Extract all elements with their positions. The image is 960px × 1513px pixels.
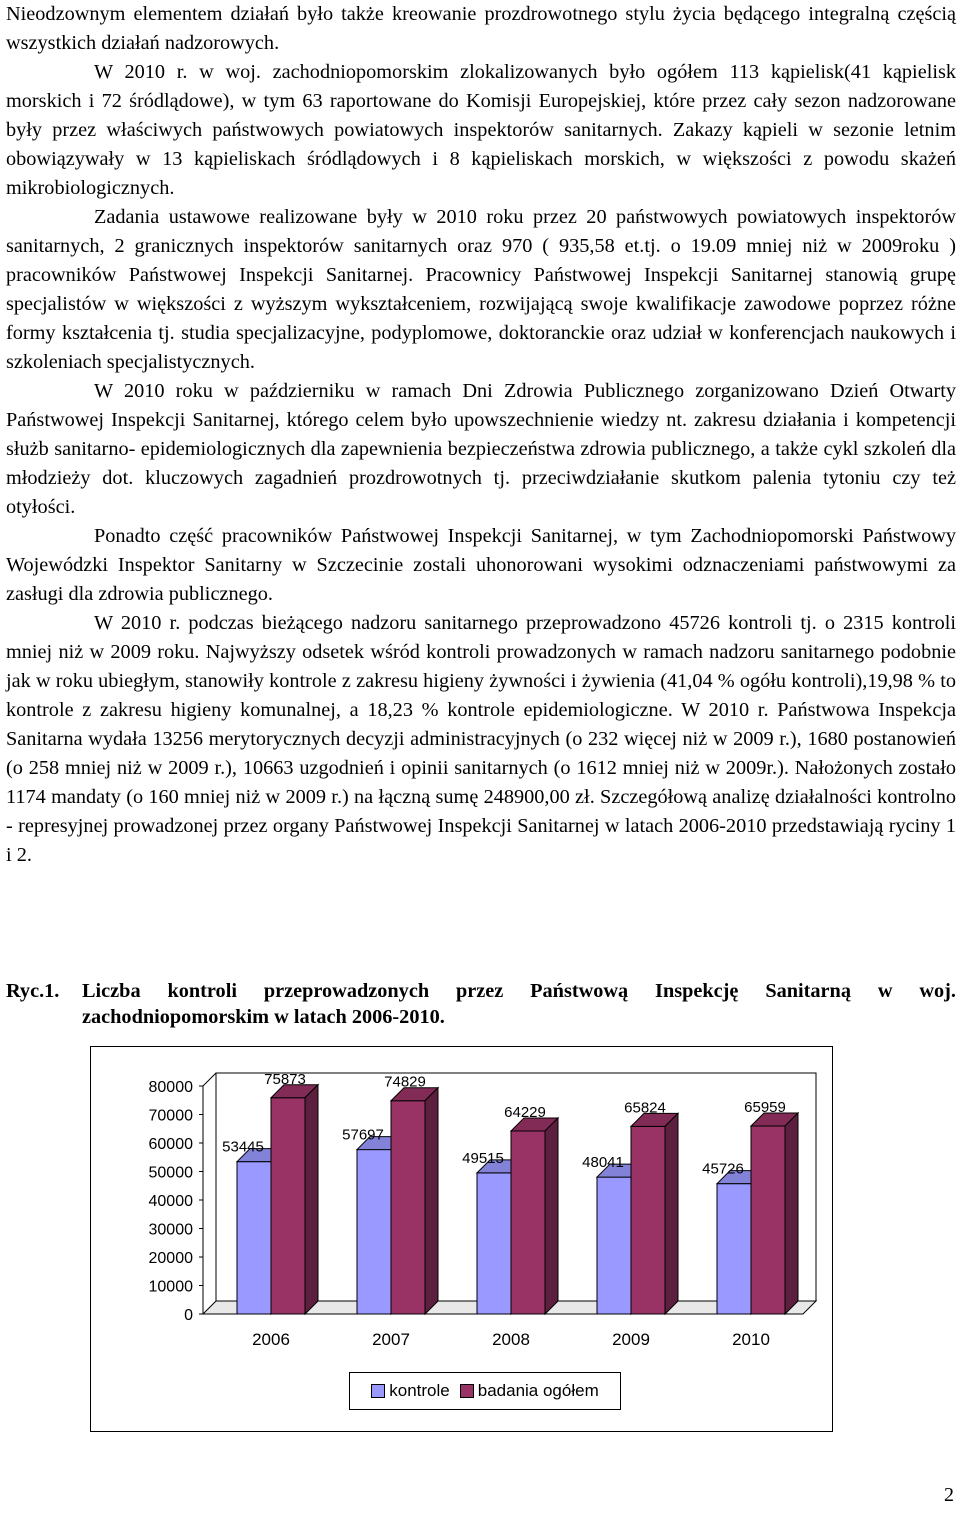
data-label-kontrole-2006: 53445 bbox=[222, 1138, 264, 1156]
paragraph-inspections: W 2010 r. podczas bieżącego nadzoru sanitarnego przeprowadzono 45726 kontroli tj. o 2315 kontroli mniej niż w 2009 roku. Najwyższy odsetek wśród kontroli prowadzonych w ramach nadzoru sanitarnego podobnie jak w roku ubiegłym, stanowiły kontrole z zakresu higieny żywności i żywienia (41,04 % ogółu kontroli),19,98 % to kontrole z zakresu higieny komunalnej, a 18,23 % kontrole epidemiologiczne. W 2010 r. Państwowa Inspekcja Sanitarna wydała 13256 merytorycznych decyzji administracyjnych (o 232 więcej niż w 2009 r.), 1680 postanowień (o 258 mniej niż w 2009 r.), 10663 uzgodnień i opinii sanitarnych (o 1612 mniej niż w 2009r.). Nałożonych zostało 1174 mandaty (o 160 mniej niż w 2009 r.) na łączną sumę 248900,00 zł. Szczegółową analizę działalności kontrolno - represyjnej prowadzonej przez organy Państwowej Inspekcji Sanitarnej w latach 2006-2010 przedstawiają ryciny 1 i 2. bbox=[6, 612, 956, 866]
legend-swatch-badania bbox=[460, 1384, 474, 1398]
bar-kontrole-2009 bbox=[597, 1177, 631, 1314]
data-label-badania-ogółem-2006: 75873 bbox=[264, 1070, 306, 1088]
legend-swatch-kontrole bbox=[371, 1384, 385, 1398]
data-label-badania-ogółem-2010: 65959 bbox=[744, 1099, 786, 1117]
bar-chart bbox=[90, 1046, 833, 1432]
bar-badania-ogółem-2010 bbox=[751, 1126, 785, 1314]
paragraph-bathing-sites: W 2010 r. w woj. zachodniopomorskim zlokalizowanych było ogółem 113 kąpielisk(41 kąpielisk morskich i 72 śródlądowe), w tym 63 raportowane do Komisji Europejskiej, które przez cały sezon nadzorowane były przez właściwych państwowych powiatowych inspektorów sanitarnych. Zakazy kąpieli w sezonie letnim obowiązywały w 13 kąpieliskach śródlądowych i 8 kąpieliskach morskich, w większości z powodu skażeń mikrobiologicznych. bbox=[6, 61, 956, 199]
y-tick-label: 40000 bbox=[148, 1193, 193, 1210]
bar-side-badania-ogółem-2009 bbox=[665, 1113, 678, 1314]
x-tick-label-2009: 2009 bbox=[612, 1330, 650, 1349]
chart-plot bbox=[91, 1047, 831, 1367]
bar-badania-ogółem-2009 bbox=[631, 1126, 665, 1314]
bar-side-badania-ogółem-2006 bbox=[305, 1085, 318, 1314]
bar-side-badania-ogółem-2008 bbox=[545, 1118, 558, 1314]
y-tick-label: 80000 bbox=[148, 1079, 193, 1096]
y-tick-label: 20000 bbox=[148, 1250, 193, 1267]
data-label-badania-ogółem-2009: 65824 bbox=[624, 1099, 666, 1117]
figure-label: Ryc.1. bbox=[6, 980, 60, 1002]
bar-kontrole-2006 bbox=[237, 1162, 271, 1314]
legend-label-kontrole: kontrole bbox=[389, 1381, 450, 1400]
data-label-kontrole-2008: 49515 bbox=[462, 1149, 504, 1167]
figure-caption bbox=[6, 978, 956, 1030]
page-number: 2 bbox=[944, 1484, 954, 1506]
legend-label-badania: badania ogółem bbox=[477, 1381, 599, 1400]
legend-item-badania bbox=[460, 1381, 599, 1401]
y-axis-top-edge bbox=[203, 1073, 216, 1086]
y-tick-label: 30000 bbox=[148, 1221, 193, 1239]
y-tick-label: 70000 bbox=[148, 1107, 193, 1125]
bar-badania-ogółem-2006 bbox=[271, 1098, 305, 1314]
bar-side-badania-ogółem-2010 bbox=[785, 1113, 798, 1314]
y-tick-label: 60000 bbox=[148, 1136, 193, 1153]
legend-item-kontrole bbox=[371, 1381, 449, 1401]
paragraph-lifestyle: Nieodzownym elementem działań było także kreowanie prozdrowotnego stylu życia będącego integralną częścią wszystkich działań nadzorowych. bbox=[6, 3, 956, 54]
paragraph-open-day: W 2010 roku w październiku w ramach Dni Zdrowia Publicznego zorganizowano Dzień Otwarty Państwowej Inspekcji Sanitarnej, którego celem było upowszechnienie wiedzy nt. zakresu działania i kompetencji służb sanitarno- epidemiologicznych dla zapewnienia bezpieczeństwa zdrowia publicznego, a także cykl szkoleń dla młodzieży dot. kluczowych zagadnień prozdrowotnych tj. przeciwdziałanie skutkom palenia tytoniu czy też otyłości. bbox=[6, 380, 956, 518]
bar-kontrole-2008 bbox=[477, 1173, 511, 1314]
chart-legend bbox=[349, 1372, 621, 1410]
x-tick-label-2010: 2010 bbox=[732, 1330, 770, 1349]
bar-badania-ogółem-2007 bbox=[391, 1101, 425, 1314]
data-label-kontrole-2009: 48041 bbox=[582, 1154, 624, 1172]
x-tick-label-2006: 2006 bbox=[252, 1330, 290, 1349]
data-label-badania-ogółem-2007: 74829 bbox=[384, 1073, 426, 1091]
x-tick-label-2008: 2008 bbox=[492, 1330, 530, 1349]
bar-badania-ogółem-2008 bbox=[511, 1131, 545, 1314]
paragraph-honors: Ponadto część pracowników Państwowej Inspekcji Sanitarnej, w tym Zachodniopomorski Państwowy Wojewódzki Inspektor Sanitarny w Szczecinie zostali uhonorowani wysokimi odznaczeniami państwowymi za zasługi dla zdrowia publicznego. bbox=[6, 525, 956, 605]
data-label-kontrole-2010: 45726 bbox=[702, 1160, 744, 1178]
x-tick-label-2007: 2007 bbox=[372, 1330, 410, 1349]
data-label-kontrole-2007: 57697 bbox=[342, 1126, 384, 1144]
bar-kontrole-2007 bbox=[357, 1150, 391, 1314]
paragraph-staff: Zadania ustawowe realizowane były w 2010 roku przez 20 państwowych powiatowych inspektorów sanitarnych, 2 granicznych inspektorów sanitarnych oraz 970 ( 935,58 et.tj. o 19.09 mniej niż w 2009roku ) pracowników Państwowej Inspekcji Sanitarnej. Pracownicy Państwowej Inspekcji Sanitarnej stanowią grupę specjalistów w większości z wyższym wykształceniem, rozwijającą swoje kwalifikacje zawodowe poprzez różne formy kształcenia tj. studia specjalizacyjne, podyplomowe, doktoranckie oraz udział w konferencjach naukowych i szkoleniach specjalistycznych. bbox=[6, 206, 956, 373]
y-tick-label: 50000 bbox=[148, 1164, 193, 1182]
bar-kontrole-2010 bbox=[717, 1184, 751, 1314]
body-text bbox=[6, 0, 956, 870]
bar-side-badania-ogółem-2007 bbox=[425, 1088, 438, 1314]
data-label-badania-ogółem-2008: 64229 bbox=[504, 1103, 546, 1121]
y-tick-label: 10000 bbox=[148, 1278, 193, 1296]
y-tick-label: 0 bbox=[184, 1307, 193, 1324]
figure-caption-text: Liczba kontroli przeprowadzonych przez Państwową Inspekcję Sanitarną w woj. zachodniopomorskim w latach 2006-2010. bbox=[82, 980, 956, 1028]
